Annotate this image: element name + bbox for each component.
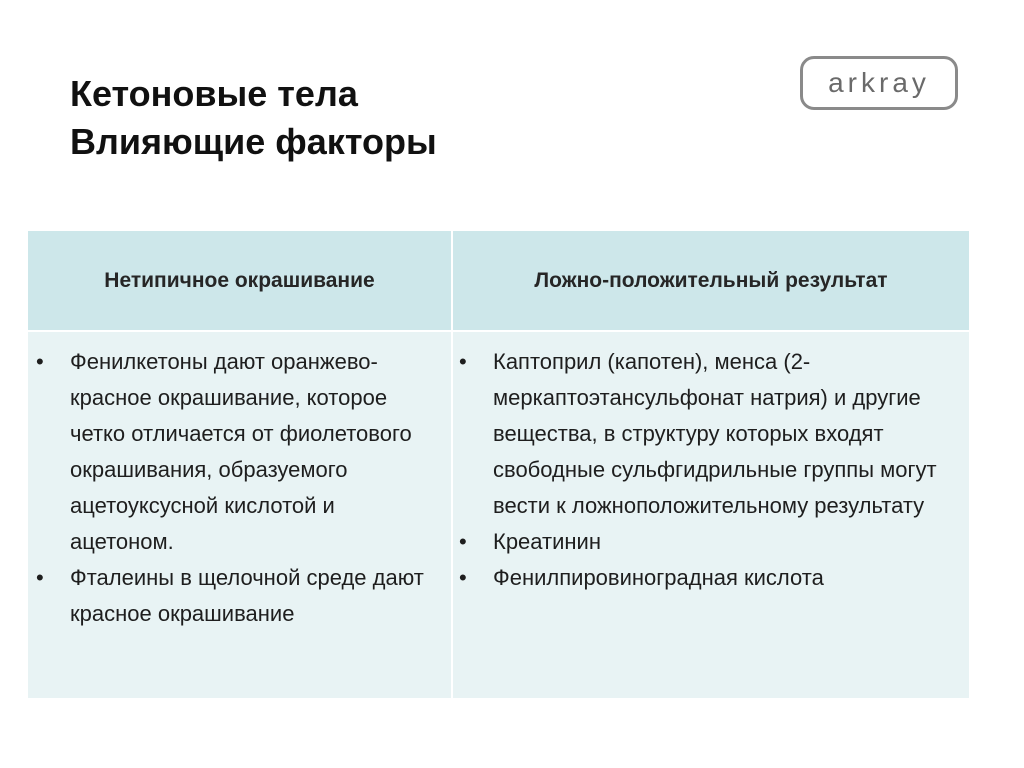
list-item xyxy=(36,344,433,560)
bullet-icon: • xyxy=(459,565,467,590)
list-item-text: Креатинин xyxy=(493,529,601,554)
slide-title xyxy=(70,70,437,166)
list-item-text: Фенилпировиноградная кислота xyxy=(493,565,824,590)
list-item xyxy=(36,560,433,632)
slide-title-line-1: Кетоновые тела xyxy=(70,73,358,114)
cell-false-positive xyxy=(453,332,969,698)
list-item-text: Фталеины в щелочной среде дают красное окрашивание xyxy=(70,565,424,626)
list-item xyxy=(459,344,959,524)
list-item-text: Фенилкетоны дают оранжево-красное окрашивание, которое четко отличается от фиолетового окрашивания, образуемого ацетоуксусной кислотой и ацетоном. xyxy=(70,349,412,554)
header-atypical-coloring: Нетипичное окрашивание xyxy=(28,231,453,332)
bullet-icon: • xyxy=(459,349,467,374)
arkray-logo: arkray xyxy=(800,56,958,110)
list-item-text: Каптоприл (капотен), менса (2-меркаптоэтансульфонат натрия) и другие вещества, в структуру которых входят свободные сульфгидрильные группы могут вести к ложноположительному результату xyxy=(493,349,937,518)
cell-atypical-coloring xyxy=(28,332,453,698)
bullet-icon: • xyxy=(459,529,467,554)
bullet-icon: • xyxy=(36,565,44,590)
bullet-icon: • xyxy=(36,349,44,374)
header-false-positive: Ложно-положительный результат xyxy=(453,231,969,332)
factors-table xyxy=(28,231,969,698)
list-item xyxy=(459,560,959,596)
list-item xyxy=(459,524,959,560)
slide-title-line-2: Влияющие факторы xyxy=(70,121,437,162)
